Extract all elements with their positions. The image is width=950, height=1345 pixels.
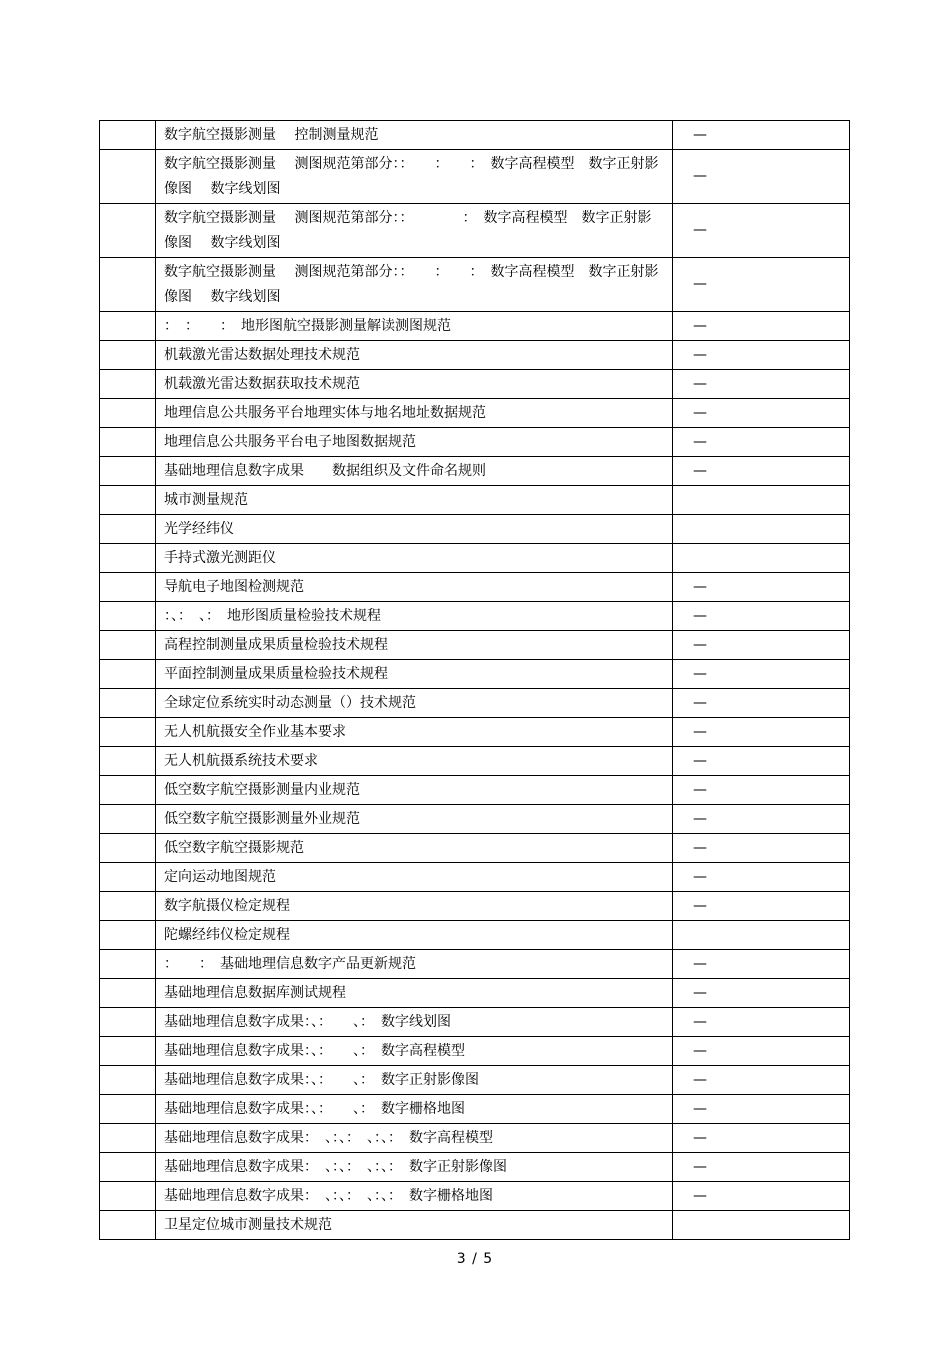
standard-code-cell bbox=[673, 1211, 850, 1240]
table-row bbox=[100, 1182, 850, 1211]
standard-name-cell: 低空数字航空摄影规范 bbox=[156, 834, 673, 863]
row-index-cell bbox=[100, 660, 156, 689]
table-row bbox=[100, 921, 850, 950]
standard-code-cell: — bbox=[673, 660, 850, 689]
row-index-cell bbox=[100, 950, 156, 979]
standard-name-cell: 光学经纬仪 bbox=[156, 515, 673, 544]
table-row bbox=[100, 150, 850, 204]
table-row bbox=[100, 515, 850, 544]
table-row bbox=[100, 660, 850, 689]
standard-code-cell bbox=[673, 544, 850, 573]
standard-code-cell: — bbox=[673, 805, 850, 834]
standard-code-cell: — bbox=[673, 341, 850, 370]
standard-name-cell: 无人机航摄安全作业基本要求 bbox=[156, 718, 673, 747]
row-index-cell bbox=[100, 573, 156, 602]
standard-name-cell: 无人机航摄系统技术要求 bbox=[156, 747, 673, 776]
row-index-cell bbox=[100, 486, 156, 515]
standard-code-cell: — bbox=[673, 747, 850, 776]
standard-name-cell: 基础地理信息数据库测试规程 bbox=[156, 979, 673, 1008]
standard-name-cell: 卫星定位城市测量技术规范 bbox=[156, 1211, 673, 1240]
table-row bbox=[100, 544, 850, 573]
standard-name-cell: 城市测量规范 bbox=[156, 486, 673, 515]
standard-name-cell: 数字航空摄影测量 控制测量规范 bbox=[156, 121, 673, 150]
standard-name-cell: 平面控制测量成果质量检验技术规程 bbox=[156, 660, 673, 689]
standard-code-cell: — bbox=[673, 370, 850, 399]
row-index-cell bbox=[100, 150, 156, 204]
standard-code-cell: — bbox=[673, 863, 850, 892]
table-row bbox=[100, 486, 850, 515]
standard-name-cell: 数字航摄仪检定规程 bbox=[156, 892, 673, 921]
table-row bbox=[100, 399, 850, 428]
table-row bbox=[100, 689, 850, 718]
row-index-cell bbox=[100, 544, 156, 573]
standard-name-cell: 地理信息公共服务平台地理实体与地名地址数据规范 bbox=[156, 399, 673, 428]
table-row bbox=[100, 428, 850, 457]
standard-name-cell: 基础地理信息数字成果 数据组织及文件命名规则 bbox=[156, 457, 673, 486]
row-index-cell bbox=[100, 805, 156, 834]
standard-code-cell: — bbox=[673, 689, 850, 718]
row-index-cell bbox=[100, 1066, 156, 1095]
row-index-cell bbox=[100, 1037, 156, 1066]
table-row bbox=[100, 341, 850, 370]
row-index-cell bbox=[100, 1008, 156, 1037]
row-index-cell bbox=[100, 1124, 156, 1153]
standard-name-cell: 全球定位系统实时动态测量（）技术规范 bbox=[156, 689, 673, 718]
standard-code-cell: — bbox=[673, 428, 850, 457]
row-index-cell bbox=[100, 121, 156, 150]
table-row bbox=[100, 258, 850, 312]
standard-name-cell: 基础地理信息数字成果：、： 、： 数字栅格地图 bbox=[156, 1095, 673, 1124]
standard-name-cell: ： ： 基础地理信息数字产品更新规范 bbox=[156, 950, 673, 979]
table-row bbox=[100, 1095, 850, 1124]
standard-code-cell: — bbox=[673, 312, 850, 341]
row-index-cell bbox=[100, 979, 156, 1008]
standard-name-cell: 基础地理信息数字成果：、： 、： 数字正射影像图 bbox=[156, 1066, 673, 1095]
standard-name-cell: 数字航空摄影测量 测图规范第部分：： ： ： 数字高程模型 数字正射影像图 数字线划图 bbox=[156, 258, 673, 312]
standard-name-cell: 地理信息公共服务平台电子地图数据规范 bbox=[156, 428, 673, 457]
row-index-cell bbox=[100, 1153, 156, 1182]
standard-code-cell: — bbox=[673, 457, 850, 486]
standard-code-cell: — bbox=[673, 1182, 850, 1211]
table-row bbox=[100, 573, 850, 602]
standard-code-cell: — bbox=[673, 573, 850, 602]
standard-name-cell: 基础地理信息数字成果：、： 、： 数字线划图 bbox=[156, 1008, 673, 1037]
row-index-cell bbox=[100, 258, 156, 312]
table-row bbox=[100, 950, 850, 979]
row-index-cell bbox=[100, 1182, 156, 1211]
table-row bbox=[100, 863, 850, 892]
table-row bbox=[100, 1211, 850, 1240]
standard-code-cell bbox=[673, 515, 850, 544]
standard-name-cell: 导航电子地图检测规范 bbox=[156, 573, 673, 602]
standard-code-cell: — bbox=[673, 631, 850, 660]
standard-code-cell: — bbox=[673, 776, 850, 805]
row-index-cell bbox=[100, 892, 156, 921]
row-index-cell bbox=[100, 834, 156, 863]
standard-code-cell: — bbox=[673, 258, 850, 312]
standards-table-body bbox=[100, 121, 850, 1240]
standard-code-cell: — bbox=[673, 1124, 850, 1153]
standard-name-cell: 定向运动地图规范 bbox=[156, 863, 673, 892]
standard-name-cell: 陀螺经纬仪检定规程 bbox=[156, 921, 673, 950]
standard-code-cell: — bbox=[673, 150, 850, 204]
table-row bbox=[100, 718, 850, 747]
standard-name-cell: 低空数字航空摄影测量内业规范 bbox=[156, 776, 673, 805]
row-index-cell bbox=[100, 428, 156, 457]
standard-name-cell: 机载激光雷达数据处理技术规范 bbox=[156, 341, 673, 370]
row-index-cell bbox=[100, 1095, 156, 1124]
table-row bbox=[100, 776, 850, 805]
table-row bbox=[100, 1008, 850, 1037]
standard-code-cell: — bbox=[673, 1037, 850, 1066]
row-index-cell bbox=[100, 689, 156, 718]
standard-name-cell: 基础地理信息数字成果： 、：、： 、：、： 数字栅格地图 bbox=[156, 1182, 673, 1211]
table-row bbox=[100, 631, 850, 660]
table-row bbox=[100, 834, 850, 863]
standard-name-cell: ： ： ： 地形图航空摄影测量解读测图规范 bbox=[156, 312, 673, 341]
standard-code-cell bbox=[673, 921, 850, 950]
table-row bbox=[100, 1066, 850, 1095]
table-row bbox=[100, 312, 850, 341]
standard-name-cell: 基础地理信息数字成果： 、：、： 、：、： 数字正射影像图 bbox=[156, 1153, 673, 1182]
row-index-cell bbox=[100, 776, 156, 805]
standard-code-cell: — bbox=[673, 834, 850, 863]
row-index-cell bbox=[100, 863, 156, 892]
row-index-cell bbox=[100, 747, 156, 776]
standard-name-cell: 基础地理信息数字成果：、： 、： 数字高程模型 bbox=[156, 1037, 673, 1066]
table-row bbox=[100, 1037, 850, 1066]
row-index-cell bbox=[100, 204, 156, 258]
row-index-cell bbox=[100, 921, 156, 950]
standard-code-cell: — bbox=[673, 602, 850, 631]
table-row bbox=[100, 892, 850, 921]
table-row bbox=[100, 204, 850, 258]
standard-code-cell: — bbox=[673, 979, 850, 1008]
standard-code-cell: — bbox=[673, 121, 850, 150]
standards-table bbox=[99, 120, 850, 1240]
standard-code-cell bbox=[673, 486, 850, 515]
table-row bbox=[100, 1153, 850, 1182]
row-index-cell bbox=[100, 457, 156, 486]
row-index-cell bbox=[100, 602, 156, 631]
table-row bbox=[100, 1124, 850, 1153]
standard-code-cell: — bbox=[673, 1153, 850, 1182]
standard-name-cell: 基础地理信息数字成果： 、：、： 、：、： 数字高程模型 bbox=[156, 1124, 673, 1153]
row-index-cell bbox=[100, 399, 156, 428]
standard-code-cell: — bbox=[673, 892, 850, 921]
row-index-cell bbox=[100, 515, 156, 544]
page-number: 3 / 5 bbox=[456, 1251, 494, 1267]
row-index-cell bbox=[100, 1211, 156, 1240]
standard-code-cell: — bbox=[673, 718, 850, 747]
standard-name-cell: 手持式激光测距仪 bbox=[156, 544, 673, 573]
standard-code-cell: — bbox=[673, 399, 850, 428]
standard-code-cell: — bbox=[673, 1095, 850, 1124]
standard-name-cell: 数字航空摄影测量 测图规范第部分：： ： ： 数字高程模型 数字正射影像图 数字线划图 bbox=[156, 150, 673, 204]
row-index-cell bbox=[100, 631, 156, 660]
table-row bbox=[100, 747, 850, 776]
table-row bbox=[100, 370, 850, 399]
table-row bbox=[100, 602, 850, 631]
row-index-cell bbox=[100, 718, 156, 747]
standard-name-cell: ：、： 、： 地形图质量检验技术规程 bbox=[156, 602, 673, 631]
standard-name-cell: 低空数字航空摄影测量外业规范 bbox=[156, 805, 673, 834]
standard-name-cell: 数字航空摄影测量 测图规范第部分：： ： 数字高程模型 数字正射影像图 数字线划图 bbox=[156, 204, 673, 258]
standard-code-cell: — bbox=[673, 950, 850, 979]
standard-code-cell: — bbox=[673, 204, 850, 258]
table-row bbox=[100, 979, 850, 1008]
standard-name-cell: 高程控制测量成果质量检验技术规程 bbox=[156, 631, 673, 660]
table-row bbox=[100, 457, 850, 486]
row-index-cell bbox=[100, 370, 156, 399]
row-index-cell bbox=[100, 312, 156, 341]
table-row bbox=[100, 121, 850, 150]
row-index-cell bbox=[100, 341, 156, 370]
standard-name-cell: 机载激光雷达数据获取技术规范 bbox=[156, 370, 673, 399]
standard-code-cell: — bbox=[673, 1008, 850, 1037]
standard-code-cell: — bbox=[673, 1066, 850, 1095]
table-row bbox=[100, 805, 850, 834]
